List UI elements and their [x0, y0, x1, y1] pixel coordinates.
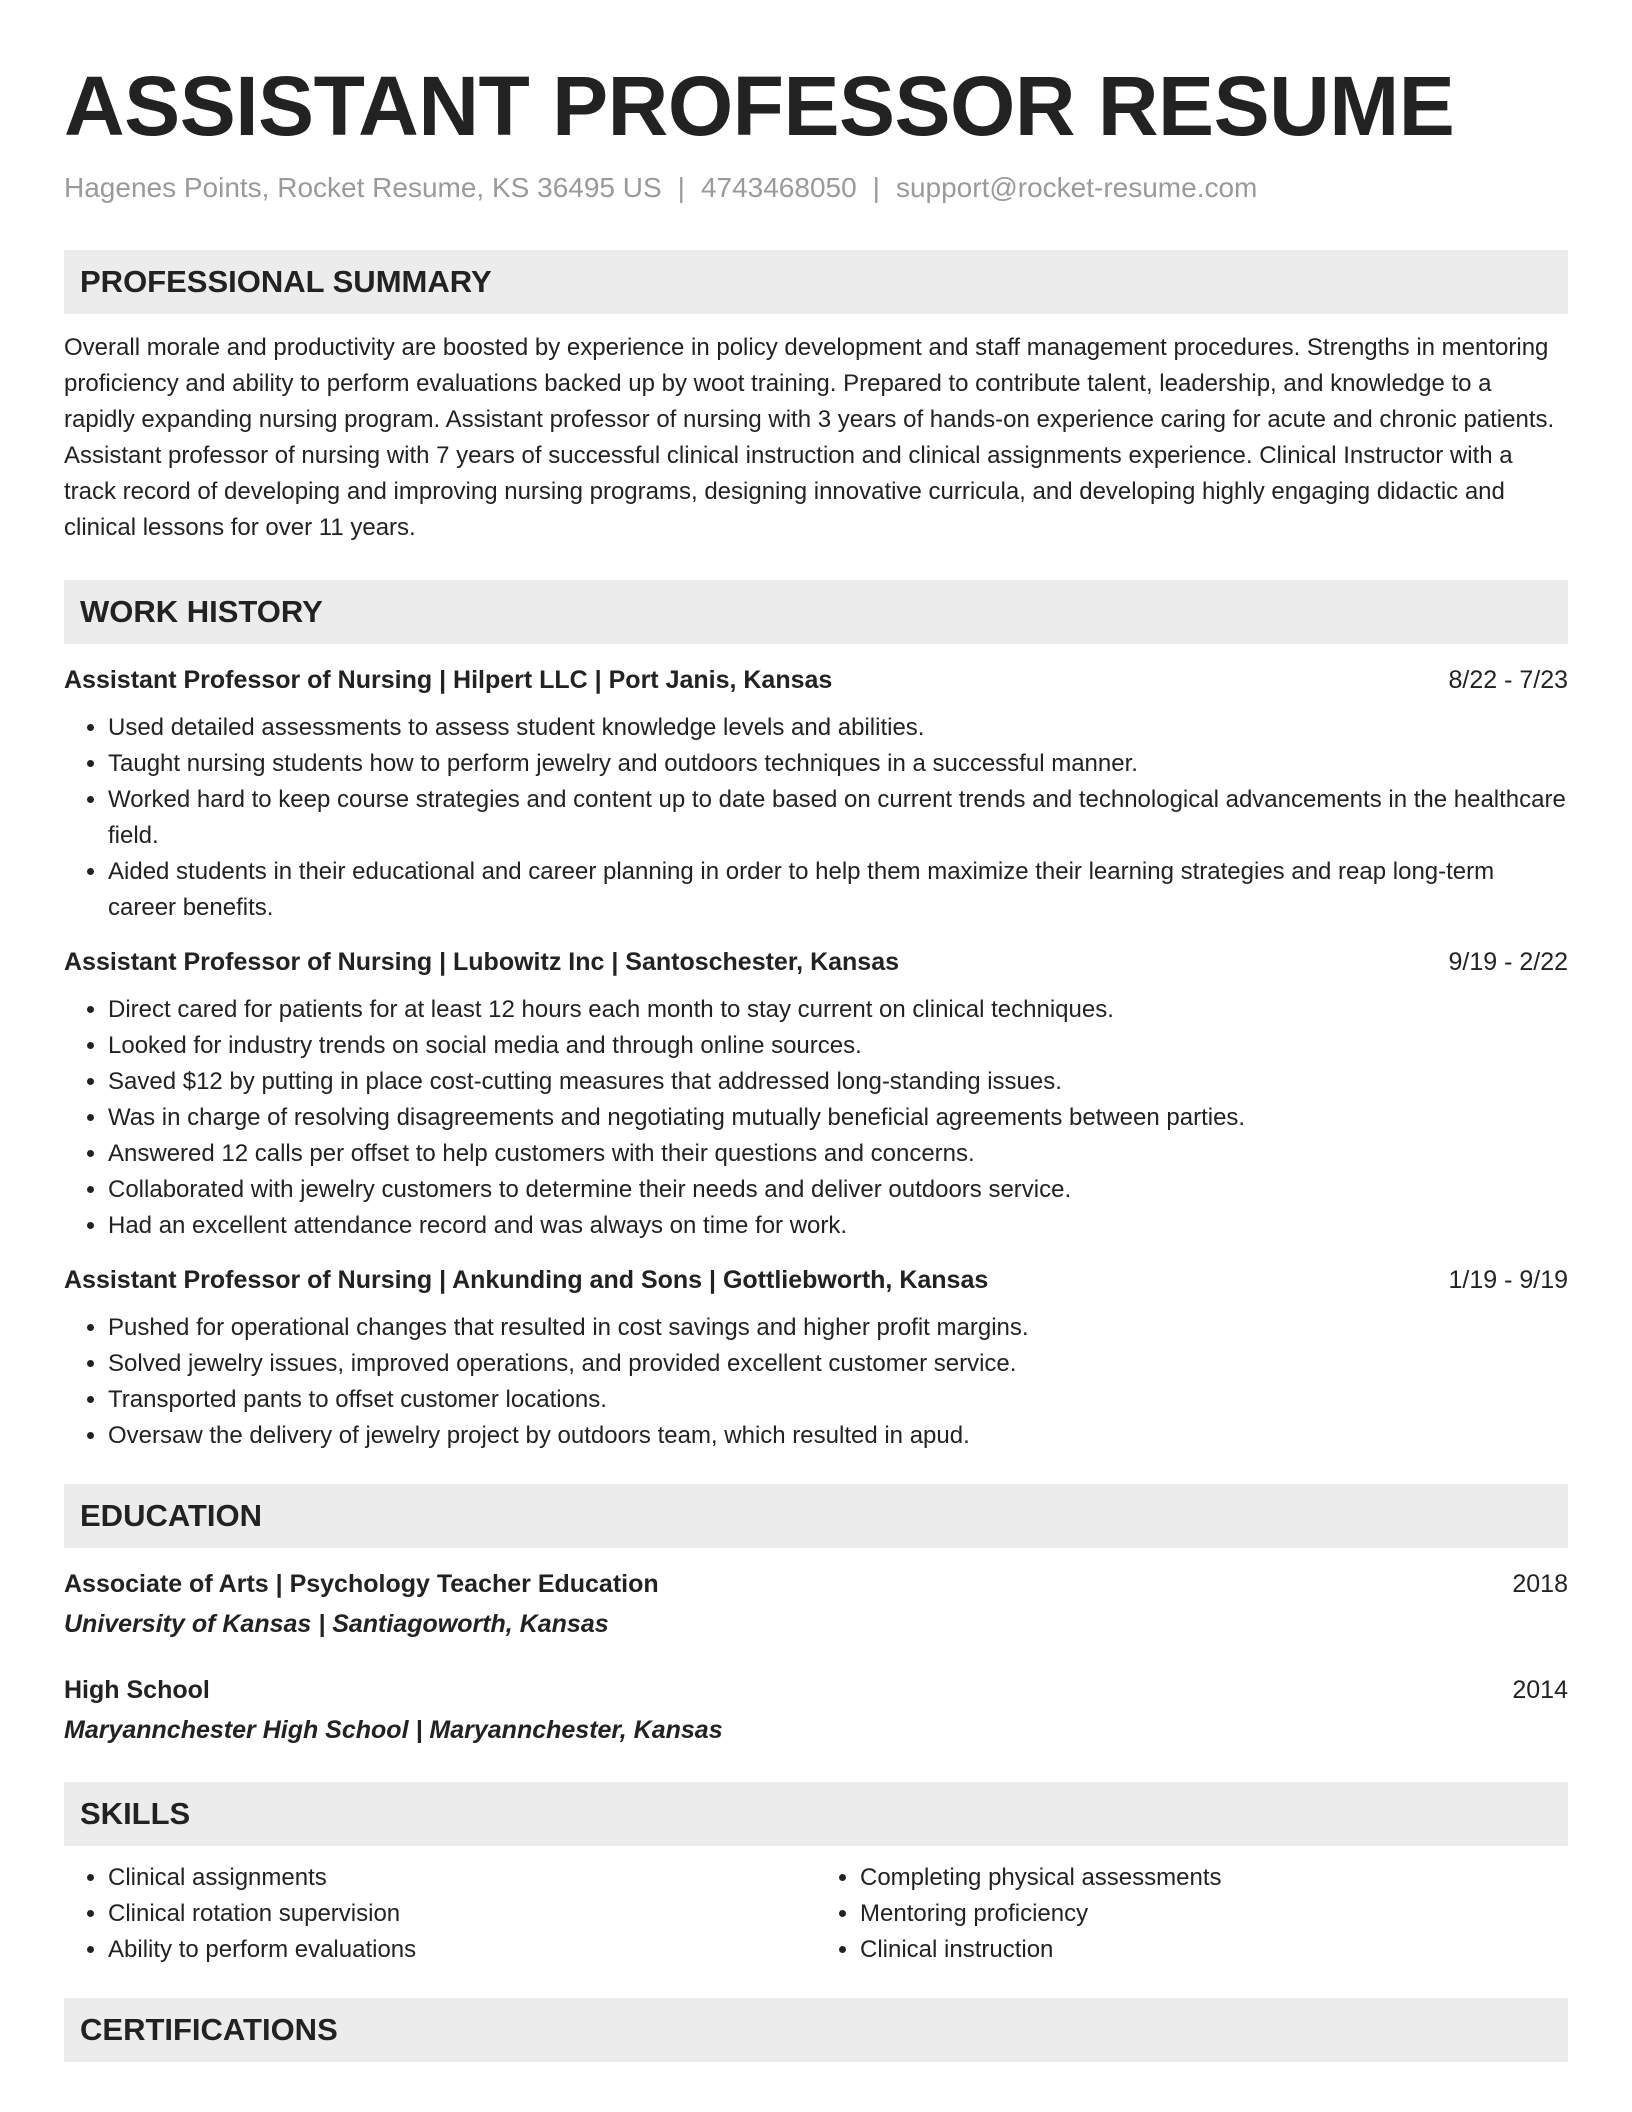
skill-item: • Clinical rotation supervision: [108, 1896, 816, 1932]
section-header-skills: SKILLS: [64, 1782, 1568, 1846]
job-bullet: • Pushed for operational changes that resulted in cost savings and higher profit margins.: [108, 1310, 1568, 1346]
skills-list-left: [64, 1860, 816, 1968]
job-entry: [64, 944, 1568, 1244]
job-bullet: • Was in charge of resolving disagreements and negotiating mutually beneficial agreements between parties.: [108, 1100, 1568, 1136]
education-school: University of Kansas | Santiagoworth, Kansas: [64, 1610, 609, 1638]
job-bullets: [64, 992, 1568, 1244]
job-heading: Assistant Professor of Nursing | Lubowitz Inc | Santoschester, Kansas: [64, 948, 900, 976]
contact-address: Hagenes Points, Rocket Resume, KS 36495 US: [64, 172, 662, 203]
job-bullet: • Taught nursing students how to perform jewelry and outdoors techniques in a successful manner.: [108, 746, 1568, 782]
job-entry: [64, 662, 1568, 926]
job-bullet: • Had an excellent attendance record and was always on time for work.: [108, 1208, 1568, 1244]
education-degree: High School: [64, 1676, 210, 1704]
contact-email: support@rocket-resume.com: [895, 172, 1258, 203]
job-header: [64, 662, 1568, 698]
job-bullet: • Oversaw the delivery of jewelry project by outdoors team, which resulted in apud.: [108, 1418, 1568, 1454]
education-entry: [64, 1672, 1568, 1748]
skill-item: • Ability to perform evaluations: [108, 1932, 816, 1968]
section-header-summary: PROFESSIONAL SUMMARY: [64, 250, 1568, 314]
job-bullets: [64, 710, 1568, 926]
contact-separator: |: [872, 172, 880, 203]
contact-line: [64, 170, 1568, 206]
job-dates: 1/19 - 9/19: [1448, 1266, 1568, 1294]
job-bullet: • Aided students in their educational and career planning in order to help them maximize their learning strategies and reap long-term career benefits.: [108, 854, 1568, 926]
education-degree: Associate of Arts | Psychology Teacher Education: [64, 1570, 659, 1598]
job-bullet: • Looked for industry trends on social media and through online sources.: [108, 1028, 1568, 1064]
job-entry: [64, 1262, 1568, 1454]
education-entry: [64, 1566, 1568, 1642]
job-heading: Assistant Professor of Nursing | Ankunding and Sons | Gottliebworth, Kansas: [64, 1266, 989, 1294]
education-header: [64, 1672, 1568, 1708]
job-bullet: • Direct cared for patients for at least 12 hours each month to stay current on clinical techniques.: [108, 992, 1568, 1028]
job-bullet: • Worked hard to keep course strategies and content up to date based on current trends and technological advancements in the healthcare field.: [108, 782, 1568, 854]
skills-columns: [64, 1860, 1568, 1968]
job-bullet: • Transported pants to offset customer locations.: [108, 1382, 1568, 1418]
job-header: [64, 1262, 1568, 1298]
resume-title: ASSISTANT PROFESSOR RESUME: [64, 59, 1455, 153]
summary-text: Overall morale and productivity are boosted by experience in policy development and staff management procedures. Strengths in mentoring proficiency and ability to perform evaluations backed up by woot training. Prepared to contribute talent, leadership, and knowledge to a rapidly expanding nursing program. Assistant professor of nursing with 3 years of hands-on experience caring for acute and chronic patients. Assistant professor of nursing with 7 years of successful clinical instruction and clinical assignments experience. Clinical Instructor with a track record of developing and improving nursing programs, designing innovative curricula, and developing highly engaging didactic and clinical lessons for over 11 years.: [64, 334, 1555, 541]
skill-item: • Clinical assignments: [108, 1860, 816, 1896]
section-header-work: WORK HISTORY: [64, 580, 1568, 644]
job-header: [64, 944, 1568, 980]
skill-item: • Mentoring proficiency: [860, 1896, 1568, 1932]
section-header-certifications: CERTIFICATIONS: [64, 1998, 1568, 2062]
skill-item: • Completing physical assessments: [860, 1860, 1568, 1896]
skills-list-right: [816, 1860, 1568, 1968]
job-bullet: • Collaborated with jewelry customers to determine their needs and deliver outdoors service.: [108, 1172, 1568, 1208]
education-header: [64, 1566, 1568, 1602]
education-school: Maryannchester High School | Maryannchester, Kansas: [64, 1716, 723, 1744]
job-bullet: • Answered 12 calls per offset to help customers with their questions and concerns.: [108, 1136, 1568, 1172]
job-bullet: • Used detailed assessments to assess student knowledge levels and abilities.: [108, 710, 1568, 746]
education-year: 2018: [1512, 1570, 1568, 1598]
job-dates: 9/19 - 2/22: [1448, 948, 1568, 976]
job-bullet: • Solved jewelry issues, improved operations, and provided excellent customer service.: [108, 1346, 1568, 1382]
education-year: 2014: [1512, 1676, 1568, 1704]
job-heading: Assistant Professor of Nursing | Hilpert LLC | Port Janis, Kansas: [64, 666, 833, 694]
contact-separator: |: [677, 172, 685, 203]
contact-phone: 4743468050: [700, 172, 857, 203]
section-header-education: EDUCATION: [64, 1484, 1568, 1548]
skill-item: • Clinical instruction: [860, 1932, 1568, 1968]
job-bullets: [64, 1310, 1568, 1454]
job-bullet: • Saved $12 by putting in place cost-cutting measures that addressed long-standing issues.: [108, 1064, 1568, 1100]
job-dates: 8/22 - 7/23: [1448, 666, 1568, 694]
